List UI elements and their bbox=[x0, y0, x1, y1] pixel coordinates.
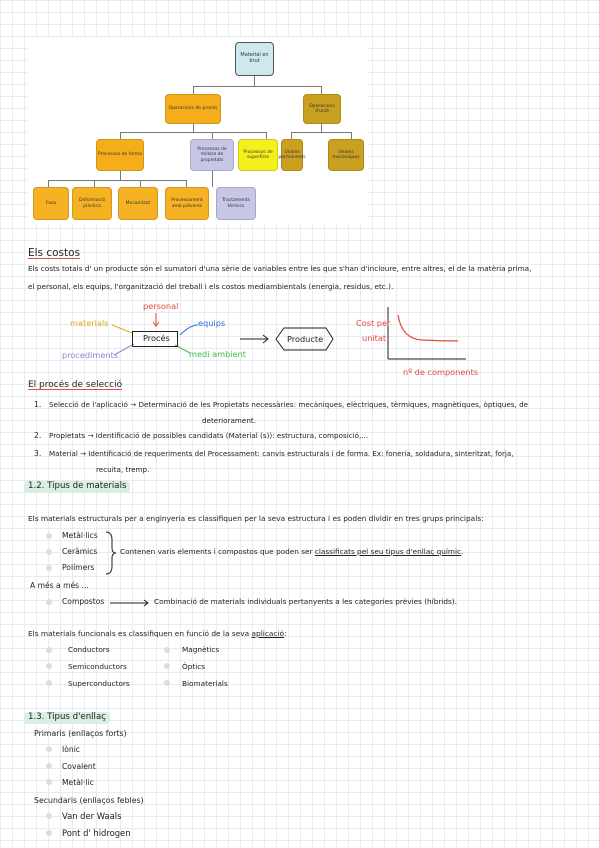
bullet-compostos bbox=[46, 599, 52, 605]
funcionals-pre: Els materials funcionals es classifiquen en funció de la seva bbox=[28, 629, 252, 638]
label-n-components: nº de components bbox=[403, 367, 479, 377]
diagram-mecanitzat: Mecanitzat bbox=[118, 187, 158, 220]
bullet-biomaterials bbox=[164, 680, 170, 686]
enllac-van-der-waals: Van der Waals bbox=[62, 811, 122, 821]
diagram-processament-polvores: Processament amb pólvores bbox=[165, 187, 209, 220]
diagram-processos-forma: Processos de forma bbox=[96, 139, 144, 171]
bullet-conductors bbox=[46, 647, 52, 653]
enllac-covalent: Covalent bbox=[62, 762, 96, 771]
diagram-operacions-proces: Operacions de procés bbox=[165, 94, 221, 124]
secundaris-label: Secundaris (enllaços febles) bbox=[34, 796, 144, 805]
bullet-optics bbox=[164, 663, 170, 669]
seleccio-item-1: Selecció de l'aplicació → Determinació de les Propietats necessàries: mecàniques, elèctriques, tèrmiques, magnètiques, òptiques, de bbox=[49, 400, 529, 409]
bullet-superconductors bbox=[46, 680, 52, 686]
enllac-pont-hidrogen: Pont d' hidrogen bbox=[62, 828, 131, 838]
diagram-operacions-unio: Operacions d'unió bbox=[303, 94, 341, 124]
bullet-metallics bbox=[46, 533, 52, 539]
func-biomaterials: Biomaterials bbox=[182, 679, 228, 688]
compostos-arrow bbox=[108, 598, 152, 608]
costos-heading: Els costos bbox=[28, 247, 81, 259]
enllac-metallic: Metàl·lic bbox=[62, 778, 94, 787]
funcionals-link: aplicació bbox=[251, 629, 285, 638]
label-materials: materials bbox=[70, 318, 109, 328]
compostos-label: Compostos bbox=[62, 597, 105, 606]
bullet-covalent bbox=[46, 763, 52, 769]
label-proces: Procés bbox=[143, 333, 170, 343]
diagram-deformacio: Deformació plàstica bbox=[72, 187, 112, 220]
label-equips: equips bbox=[198, 318, 226, 328]
brace bbox=[104, 530, 118, 576]
process-diagram bbox=[28, 38, 368, 224]
tipus-materials-heading: 1.2. Tipus de materials bbox=[24, 481, 130, 493]
diagram-fosa: Fosa bbox=[33, 187, 69, 220]
costos-paragraph-1: Els costs totals d' un producte són el sumatori d'una sèrie de variables entre les que s'han d'incloure, entre altres, el de la matèria prima, bbox=[28, 264, 532, 273]
diagram-unions-mecaniques: Unions mecàniques bbox=[328, 139, 364, 171]
bullet-polimers bbox=[46, 565, 52, 571]
bullet-pont-hidrogen bbox=[46, 830, 52, 836]
a-mes-a-mes: A més a més ... bbox=[30, 581, 89, 590]
enllac-heading: 1.3. Tipus d'enllaç bbox=[24, 712, 110, 724]
label-procediments: procediments bbox=[62, 350, 119, 360]
brace-text-post: . bbox=[461, 547, 464, 556]
seleccio-item-3: Material → Identificació de requeriments del Processament: canvis estructurals i de forma. Ex: foneria, soldadura, sinteritzat, forja, bbox=[49, 449, 514, 458]
label-producte: Producte bbox=[287, 334, 324, 344]
seleccio-item-1b: deteriorament. bbox=[202, 416, 257, 425]
group-ceramics: Ceràmics bbox=[62, 547, 98, 556]
diagram-processos-superficie: Processos de superfície bbox=[238, 139, 278, 171]
seleccio-item-2: Propietats → Identificació de possibles candidats (Material (s)): estructura, composició,... bbox=[49, 431, 369, 440]
label-medi-ambient: medi ambient bbox=[189, 349, 246, 359]
funcionals-text bbox=[28, 630, 287, 639]
brace-text-link: classificats pel seu tipus d'enllaç químic bbox=[314, 547, 462, 556]
bullet-metallic bbox=[46, 779, 52, 785]
diagram-tractaments-termics: Tractaments tèrmics bbox=[216, 187, 256, 220]
group-metallics: Metàl·lics bbox=[62, 531, 98, 540]
func-magnetics: Magnètics bbox=[182, 645, 220, 654]
funcionals-post: : bbox=[284, 629, 287, 638]
bullet-ionic bbox=[46, 746, 52, 752]
diagram-unions-permanents: Unions permanents bbox=[281, 139, 303, 171]
func-optics: Òptics bbox=[182, 662, 206, 671]
seleccio-heading: El procés de selecció bbox=[28, 380, 123, 390]
seleccio-item-3b: recuita, tremp. bbox=[96, 465, 150, 474]
bullet-semiconductors bbox=[46, 663, 52, 669]
diagram-processos-millora: Processos de millora de propietats bbox=[190, 139, 234, 171]
bullet-magnetics bbox=[164, 647, 170, 653]
primaris-label: Primaris (enllaços forts) bbox=[34, 729, 127, 738]
brace-text bbox=[120, 548, 463, 556]
estructurals-text: Els materials estructurals per a enginyeria es classifiquen per la seva estructura i es poden dividir en tres grups principals: bbox=[28, 514, 484, 523]
func-semiconductors: Semiconductors bbox=[68, 662, 127, 671]
func-superconductors: Superconductors bbox=[68, 679, 130, 688]
label-unitat: unitat bbox=[362, 333, 387, 343]
enllac-ionic: Iònic bbox=[62, 745, 80, 754]
seleccio-item-2-num: 2. bbox=[34, 431, 42, 440]
seleccio-item-3-num: 3. bbox=[34, 449, 42, 458]
bullet-ceramics bbox=[46, 549, 52, 555]
costos-paragraph-2: el personal, els equips, l'organització del treball i els costos mediambientals (energia, residus, etc.). bbox=[28, 282, 394, 291]
compostos-desc: Combinació de materials individuals pertanyents a les categories prèvies (híbrids). bbox=[154, 597, 457, 606]
brace-text-pre: Contenen varis elements i compostos que poden ser bbox=[120, 547, 315, 556]
label-cost-per: Cost per bbox=[356, 318, 391, 328]
group-polimers: Polímers bbox=[62, 563, 95, 572]
label-personal: personal bbox=[143, 301, 179, 311]
seleccio-item-1-num: 1. bbox=[34, 400, 42, 409]
func-conductors: Conductors bbox=[68, 645, 110, 654]
diagram-root: Material en brut bbox=[235, 42, 274, 76]
bullet-van-der-waals bbox=[46, 813, 52, 819]
